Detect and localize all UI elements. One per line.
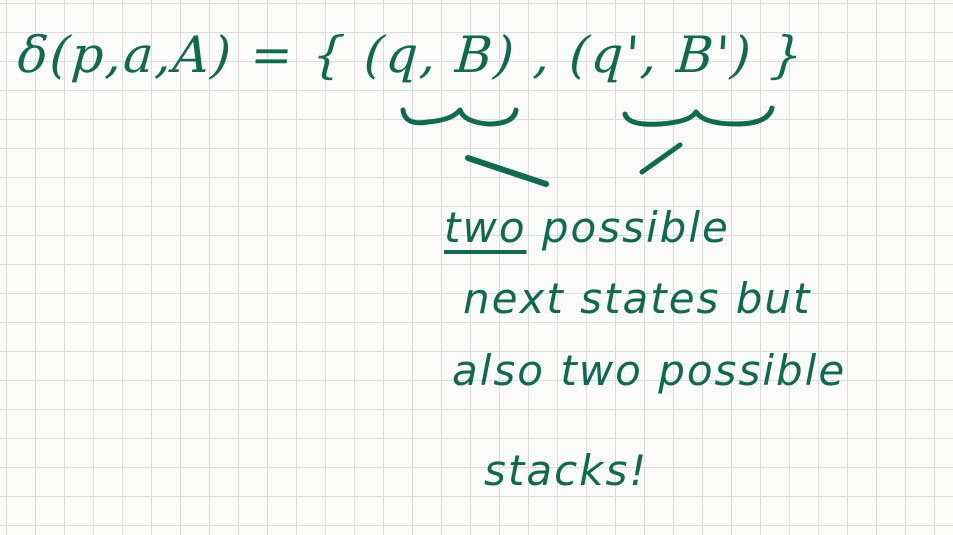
open-brace: { <box>310 26 349 84</box>
equals-sign: = <box>248 26 297 84</box>
pair-q-b: (q, B) <box>362 26 518 84</box>
note-line-2: next states but <box>463 274 812 323</box>
transition-formula <box>15 26 807 84</box>
pair-separator: , <box>531 26 554 84</box>
emphasis-two: two <box>444 203 527 252</box>
pair-q-prime-b-prime: (q', B') <box>567 26 755 84</box>
delta-lhs: δ(p,a,A) <box>15 26 235 84</box>
note-line-3: also two possible <box>452 346 847 395</box>
close-brace: } <box>768 26 807 84</box>
note-line-1-rest: possible <box>541 203 730 252</box>
underbrace-right-icon <box>625 108 772 124</box>
note-line-1 <box>444 203 730 252</box>
note-line-4: stacks! <box>484 446 649 495</box>
pointer-stroke-right-icon <box>642 145 680 172</box>
pointer-stroke-left-icon <box>468 158 546 184</box>
underbrace-left-icon <box>403 110 516 124</box>
